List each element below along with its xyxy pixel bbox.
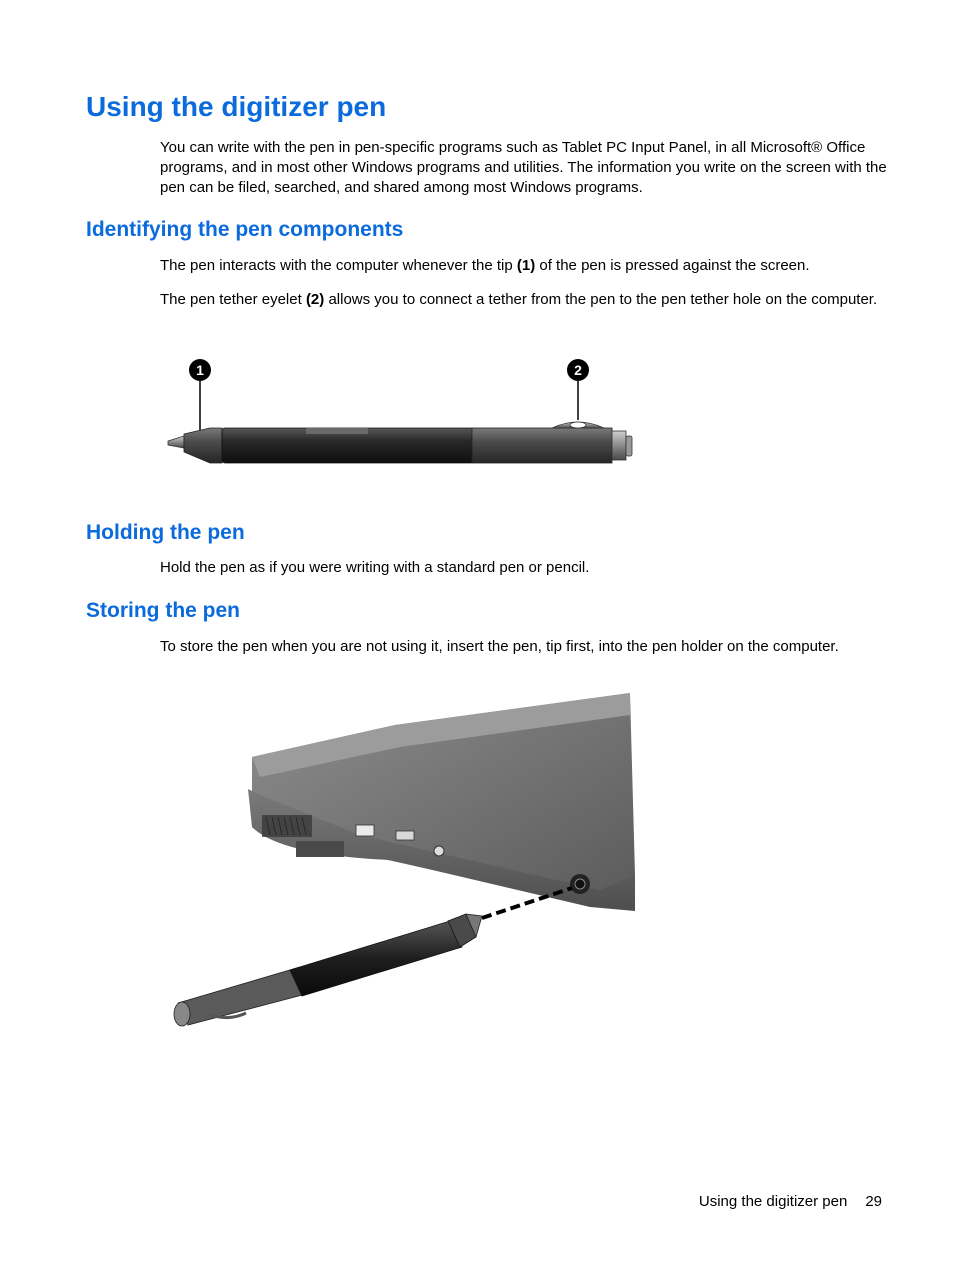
callout-ref-2: (2) [305, 291, 325, 308]
pen-tip-paragraph [160, 256, 890, 276]
pen-components-figure [160, 352, 650, 477]
pen-storage-figure [160, 685, 650, 1030]
holding-paragraph: Hold the pen as if you were writing with a standard pen or pencil. [160, 559, 590, 576]
text-run: allows you to connect a tether from the pen to the pen tether hole on the computer. [324, 291, 878, 308]
text-run: of the pen is pressed against the screen. [535, 257, 810, 274]
storing-paragraph: To store the pen when you are not using it, insert the pen, tip first, into the pen holder on the computer. [160, 638, 839, 655]
pen-illustration [174, 914, 482, 1026]
text-run: The pen interacts with the computer whenever the tip [160, 257, 517, 274]
heading-storing: Storing the pen [86, 599, 240, 622]
heading-holding: Holding the pen [86, 521, 245, 544]
laptop-illustration [248, 693, 635, 911]
pen-illustration [168, 380, 632, 463]
page-title: Using the digitizer pen [86, 91, 387, 122]
page-number: 29 [865, 1193, 882, 1210]
callout-1-icon [189, 359, 211, 381]
callout-2-label: 2 [574, 362, 582, 378]
callout-2-icon [567, 359, 589, 381]
page-footer [699, 1193, 882, 1210]
tether-eyelet-paragraph [160, 290, 890, 310]
text-run: The pen tether eyelet [160, 291, 306, 308]
footer-label: Using the digitizer pen [698, 1193, 848, 1210]
callout-1-label: 1 [196, 362, 204, 378]
intro-paragraph: You can write with the pen in pen-specific programs such as Tablet PC Input Panel, in all Microsoft® Office programs, and in most other Windows programs and utilities. The information you write on the screen with the pen can be filed, searched, and shared among most Windows programs. [160, 139, 887, 196]
heading-identifying: Identifying the pen components [86, 218, 404, 241]
callout-ref-1: (1) [516, 257, 536, 274]
insertion-guide-line [482, 888, 572, 918]
